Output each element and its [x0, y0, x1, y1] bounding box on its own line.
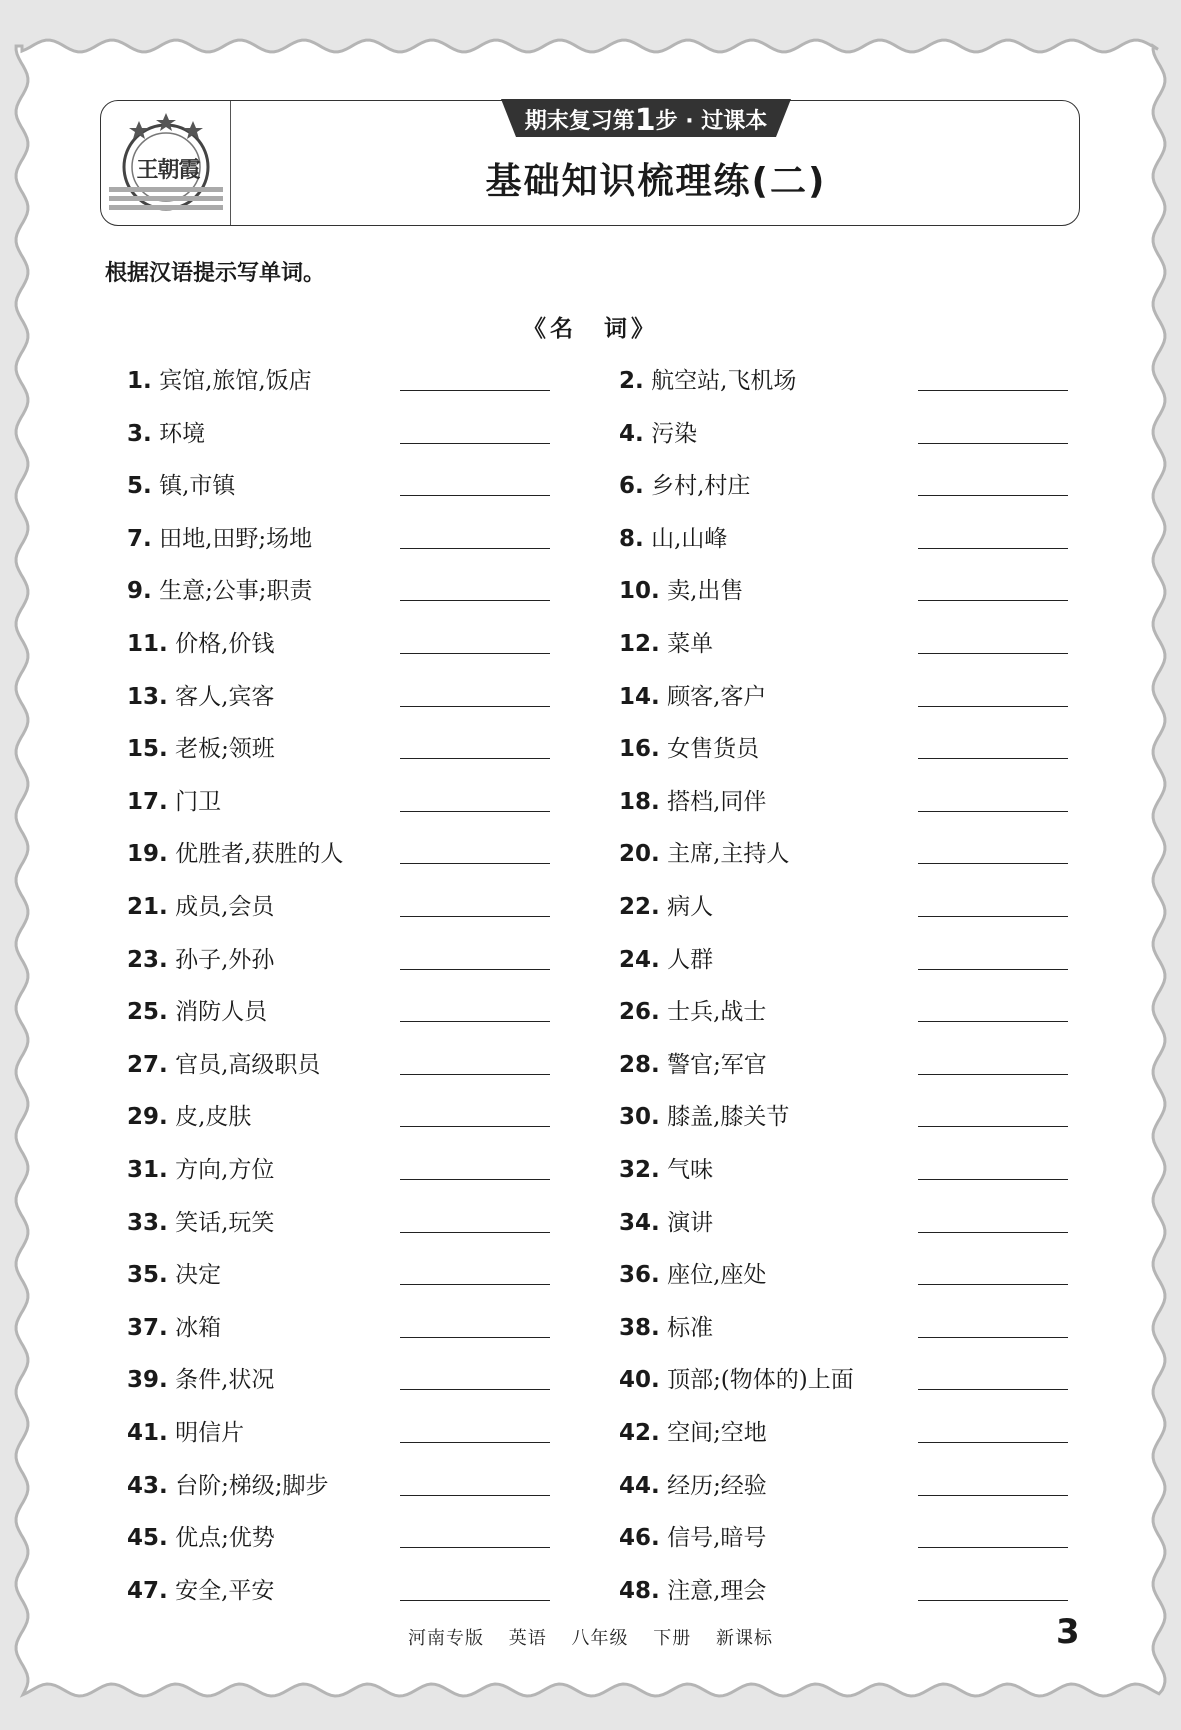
item-number: 32.: [619, 1157, 660, 1183]
footer-edition: 河南专版: [408, 1628, 485, 1649]
answer-blank[interactable]: [400, 548, 550, 549]
vocab-item: [127, 678, 274, 718]
item-number: 34.: [619, 1209, 660, 1236]
answer-blank[interactable]: [400, 443, 550, 444]
vocab-item: [127, 625, 274, 665]
vocab-item: [619, 1519, 766, 1559]
step-banner: [491, 99, 801, 139]
answer-blank[interactable]: [918, 600, 1068, 601]
item-hint: 条件,状况: [175, 1367, 275, 1394]
banner-step-number: 1: [634, 103, 656, 138]
answer-blank[interactable]: [918, 1179, 1068, 1180]
item-hint: 士兵,战士: [667, 999, 767, 1026]
answer-blank[interactable]: [400, 1547, 550, 1548]
vocab-item: [127, 888, 274, 928]
banner-suffix: 步 · 过课本: [655, 109, 768, 134]
item-hint: 门卫: [175, 788, 222, 815]
item-hint: 优点;优势: [175, 1525, 275, 1552]
vocab-item: [619, 783, 766, 823]
item-number: 17.: [127, 788, 168, 815]
item-number: 36.: [619, 1262, 660, 1289]
item-hint: 女售货员: [667, 736, 760, 763]
vocab-item: [619, 1098, 789, 1138]
vocab-item: [619, 625, 713, 665]
item-number: 23.: [127, 946, 168, 973]
item-number: 11.: [127, 631, 168, 657]
answer-blank[interactable]: [918, 1442, 1068, 1443]
vocab-item: [619, 888, 713, 928]
vocab-item: [127, 467, 235, 507]
vocab-item: [619, 415, 697, 455]
vocab-item: [127, 415, 205, 455]
item-hint: 座位,座处: [667, 1262, 767, 1289]
vocab-item: [127, 1361, 274, 1401]
answer-blank[interactable]: [400, 1179, 550, 1180]
item-number: 41.: [127, 1420, 168, 1446]
item-number: 14.: [619, 683, 660, 710]
item-hint: 田地,田野;场地: [159, 525, 313, 552]
vocab-item: [127, 835, 343, 875]
item-number: 16.: [619, 736, 660, 763]
item-hint: 气味: [667, 1157, 714, 1183]
item-hint: 方向,方位: [175, 1157, 275, 1183]
item-hint: 客人,宾客: [175, 683, 275, 710]
vocab-item: [127, 1256, 221, 1296]
vocab-item: [619, 362, 796, 402]
item-number: 15.: [127, 736, 168, 763]
vocab-item: [619, 520, 727, 560]
answer-blank[interactable]: [400, 1021, 550, 1022]
item-hint: 主席,主持人: [667, 841, 790, 868]
item-number: 27.: [127, 1051, 168, 1078]
item-number: 3.: [127, 420, 152, 447]
vocab-item: [127, 993, 267, 1033]
item-hint: 搭档,同伴: [667, 788, 767, 815]
item-number: 7.: [127, 525, 152, 552]
answer-blank[interactable]: [400, 916, 550, 917]
item-number: 6.: [619, 473, 644, 500]
vocab-item: [127, 783, 221, 823]
vocab-item: [619, 1204, 713, 1244]
answer-blank[interactable]: [400, 1337, 550, 1338]
answer-blank[interactable]: [400, 969, 550, 970]
item-number: 10.: [619, 578, 660, 605]
vocab-item: [127, 1467, 329, 1507]
answer-blank[interactable]: [400, 863, 550, 864]
item-number: 1.: [127, 368, 152, 394]
item-number: 22.: [619, 894, 660, 920]
footer-volume: 下册: [653, 1628, 692, 1649]
item-number: 46.: [619, 1525, 660, 1552]
item-hint: 山,山峰: [651, 525, 728, 552]
item-hint: 老板;领班: [175, 736, 275, 763]
answer-blank[interactable]: [400, 1495, 550, 1496]
answer-blank[interactable]: [400, 758, 550, 759]
answer-blank[interactable]: [400, 1284, 550, 1285]
answer-blank[interactable]: [918, 1284, 1068, 1285]
vocab-item: [619, 467, 750, 507]
item-hint: 警官;军官: [667, 1051, 767, 1078]
vocab-item: [127, 362, 312, 402]
section-title: 《名 词》: [523, 316, 658, 342]
answer-blank[interactable]: [918, 1337, 1068, 1338]
vocab-item: [127, 730, 275, 770]
item-number: 39.: [127, 1367, 168, 1394]
vocab-item: [619, 941, 713, 981]
vocab-item: [619, 1572, 766, 1612]
vocab-item: [619, 1309, 713, 1349]
footer-subject: 英语: [508, 1628, 547, 1649]
item-hint: 病人: [667, 894, 714, 920]
item-hint: 笑话,玩笑: [175, 1209, 275, 1236]
answer-blank[interactable]: [400, 811, 550, 812]
item-number: 29.: [127, 1104, 168, 1131]
vocab-item: [619, 1256, 766, 1296]
item-number: 25.: [127, 999, 168, 1026]
item-hint: 环境: [159, 420, 206, 447]
item-number: 37.: [127, 1314, 168, 1341]
answer-blank[interactable]: [918, 390, 1068, 391]
answer-blank[interactable]: [400, 390, 550, 391]
item-number: 48.: [619, 1577, 660, 1604]
vocab-item: [619, 835, 789, 875]
item-hint: 官员,高级职员: [175, 1051, 321, 1078]
vocab-item: [127, 1309, 221, 1349]
item-number: 26.: [619, 999, 660, 1026]
answer-blank[interactable]: [918, 548, 1068, 549]
item-hint: 乡村,村庄: [651, 473, 751, 500]
item-hint: 安全,平安: [175, 1577, 275, 1604]
vocab-item: [127, 1098, 251, 1138]
banner-prefix: 期末复习第: [524, 109, 635, 134]
item-hint: 人群: [667, 946, 714, 973]
item-number: 8.: [619, 525, 644, 552]
item-hint: 孙子,外孙: [175, 946, 275, 973]
answer-blank[interactable]: [400, 1442, 550, 1443]
vocab-item: [127, 1572, 274, 1612]
item-hint: 决定: [175, 1262, 222, 1289]
item-hint: 菜单: [667, 631, 714, 657]
answer-blank[interactable]: [918, 916, 1068, 917]
item-hint: 演讲: [667, 1209, 714, 1236]
item-number: 2.: [619, 368, 644, 394]
answer-blank[interactable]: [918, 1126, 1068, 1127]
answer-blank[interactable]: [918, 1495, 1068, 1496]
item-number: 45.: [127, 1525, 168, 1552]
answer-blank[interactable]: [400, 1600, 550, 1601]
answer-blank[interactable]: [918, 1021, 1068, 1022]
item-number: 28.: [619, 1051, 660, 1078]
footer-grade: 八年级: [571, 1628, 629, 1649]
item-number: 35.: [127, 1262, 168, 1289]
item-number: 38.: [619, 1314, 660, 1341]
item-hint: 顾客,客户: [667, 683, 767, 710]
item-hint: 经历;经验: [667, 1472, 767, 1499]
vocab-item: [127, 941, 274, 981]
answer-blank[interactable]: [918, 863, 1068, 864]
vocab-item: [619, 1361, 854, 1401]
item-hint: 航空站,飞机场: [651, 368, 797, 394]
item-hint: 污染: [651, 420, 698, 447]
item-hint: 顶部;(物体的)上面: [667, 1367, 854, 1394]
item-number: 13.: [127, 683, 168, 710]
item-hint: 信号,暗号: [667, 1525, 767, 1552]
vocab-item: [127, 1204, 274, 1244]
answer-blank[interactable]: [400, 1232, 550, 1233]
answer-blank[interactable]: [918, 443, 1068, 444]
answer-blank[interactable]: [918, 811, 1068, 812]
page-title: 基础知识梳理练(二): [485, 161, 827, 202]
answer-blank[interactable]: [918, 1600, 1068, 1601]
vocab-item: [619, 993, 766, 1033]
logo-wordmark: 王朝霞: [136, 157, 200, 183]
item-hint: 空间;空地: [667, 1420, 767, 1446]
item-number: 12.: [619, 631, 660, 657]
item-hint: 台阶;梯级;脚步: [175, 1472, 329, 1499]
answer-blank[interactable]: [400, 495, 550, 496]
vocab-item: [619, 1151, 713, 1191]
vocab-item: [619, 572, 743, 612]
answer-blank[interactable]: [918, 495, 1068, 496]
item-number: 5.: [127, 473, 152, 500]
item-hint: 冰箱: [175, 1314, 222, 1341]
answer-blank[interactable]: [918, 758, 1068, 759]
answer-blank[interactable]: [918, 706, 1068, 707]
answer-blank[interactable]: [918, 1232, 1068, 1233]
footer-info: [0, 1624, 1181, 1650]
vocab-item: [619, 1467, 767, 1507]
item-number: 24.: [619, 946, 660, 973]
item-hint: 成员,会员: [175, 894, 275, 920]
item-number: 42.: [619, 1420, 660, 1446]
item-number: 18.: [619, 788, 660, 815]
vocab-item: [127, 1151, 274, 1191]
item-number: 44.: [619, 1472, 660, 1499]
item-hint: 膝盖,膝关节: [667, 1104, 790, 1131]
item-number: 9.: [127, 578, 152, 605]
item-number: 30.: [619, 1104, 660, 1131]
vocab-item: [619, 1046, 767, 1086]
header-box: [100, 100, 1080, 226]
answer-blank[interactable]: [918, 969, 1068, 970]
answer-blank[interactable]: [918, 1389, 1068, 1390]
vocab-item: [127, 1519, 275, 1559]
answer-blank[interactable]: [918, 1547, 1068, 1548]
brand-logo: [101, 101, 231, 225]
item-number: 33.: [127, 1209, 168, 1236]
vocab-item: [127, 520, 312, 560]
item-hint: 卖,出售: [667, 578, 744, 605]
item-number: 19.: [127, 841, 168, 868]
item-number: 20.: [619, 841, 660, 868]
vocab-item: [619, 730, 759, 770]
answer-blank[interactable]: [400, 600, 550, 601]
footer-standard: 新课标: [715, 1628, 773, 1649]
answer-blank[interactable]: [400, 1389, 550, 1390]
vocab-item: [619, 678, 766, 718]
item-number: 43.: [127, 1472, 168, 1499]
item-number: 47.: [127, 1577, 168, 1604]
item-hint: 明信片: [175, 1420, 245, 1446]
answer-blank[interactable]: [400, 653, 550, 654]
item-hint: 标准: [667, 1314, 714, 1341]
vocab-item: [127, 1414, 244, 1454]
item-hint: 皮,皮肤: [175, 1104, 252, 1131]
item-number: 21.: [127, 894, 168, 920]
item-number: 4.: [619, 420, 644, 447]
item-hint: 宾馆,旅馆,饭店: [159, 368, 312, 394]
item-hint: 镇,市镇: [159, 473, 236, 500]
item-hint: 生意;公事;职责: [159, 578, 313, 605]
item-hint: 价格,价钱: [175, 631, 275, 657]
answer-blank[interactable]: [400, 706, 550, 707]
answer-blank[interactable]: [400, 1126, 550, 1127]
instruction-text: 根据汉语提示写单词。: [105, 261, 326, 286]
page-number: 3: [1056, 1612, 1080, 1652]
item-hint: 消防人员: [175, 999, 268, 1026]
answer-blank[interactable]: [400, 1074, 550, 1075]
item-hint: 注意,理会: [667, 1577, 767, 1604]
vocab-item: [619, 1414, 767, 1454]
item-hint: 优胜者,获胜的人: [175, 841, 344, 868]
item-number: 40.: [619, 1367, 660, 1394]
vocab-item: [127, 1046, 320, 1086]
answer-blank[interactable]: [918, 1074, 1068, 1075]
item-number: 31.: [127, 1157, 168, 1183]
answer-blank[interactable]: [918, 653, 1068, 654]
vocab-item: [127, 572, 313, 612]
